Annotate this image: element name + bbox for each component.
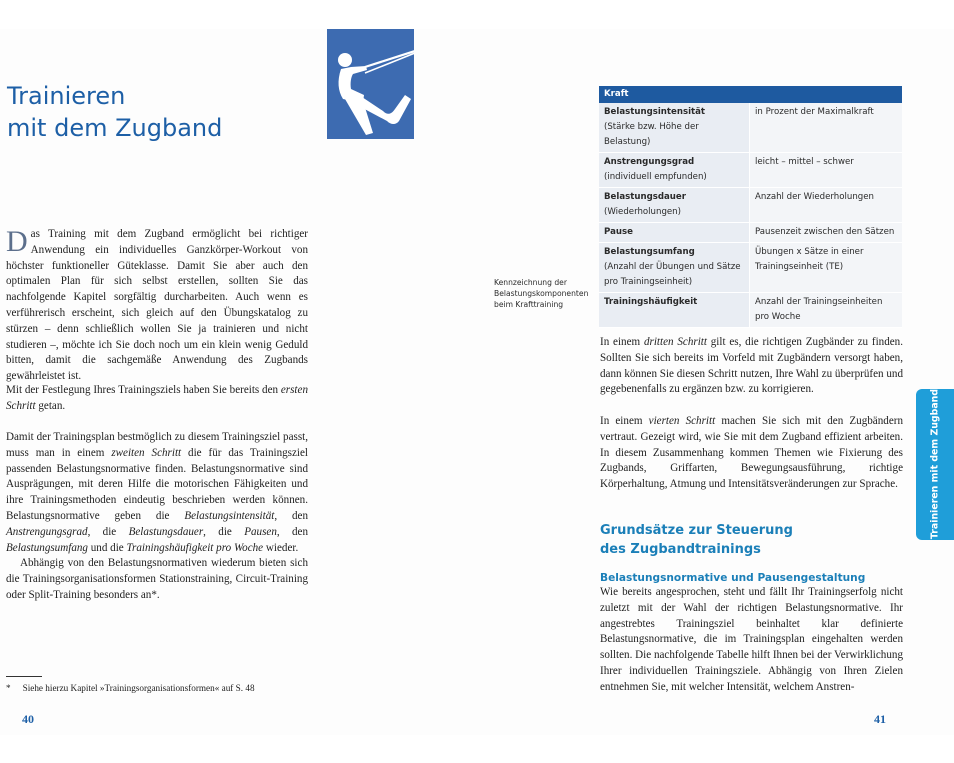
emphasis-text: Belastungsdauer: [128, 525, 204, 538]
term: Trainingshäufigkeit: [604, 297, 698, 307]
term-description: (Stärke bzw. Höhe der Belastung): [604, 122, 699, 147]
emphasis-text: dritten Schritt: [643, 336, 707, 348]
table-row: [599, 103, 902, 153]
table-cell-term: [599, 293, 750, 328]
table-header: Kraft: [599, 86, 902, 103]
zugband-exercise-figure-icon: [327, 29, 414, 139]
footnote: [6, 682, 255, 695]
table-row: [599, 243, 902, 293]
emphasis-text: Anstrengungsgrad: [6, 525, 88, 538]
footnote-mark: *: [6, 683, 11, 693]
table-row: [599, 153, 902, 188]
emphasis-text: Pausen: [244, 525, 277, 538]
emphasis-text: zweiten Schritt: [111, 446, 182, 459]
term-description: (Wiederholungen): [604, 207, 681, 217]
table-cell-value: leicht – mittel – schwer: [750, 153, 903, 188]
chapter-side-tab-label: Trainieren mit dem Zugband: [929, 388, 941, 540]
emphasis-text: ersten Schritt: [6, 384, 308, 412]
text-run: Damit der Trainingsplan bestmöglich zu diesem Trainingsziel passt, muss man in einem: [6, 431, 308, 459]
first-step-paragraph: [6, 383, 308, 415]
page-number-right: 41: [874, 712, 886, 726]
third-step-paragraph: [600, 335, 903, 398]
footnote-text: Siehe hierzu Kapitel »Trainingsorganisationsformen« auf S. 48: [22, 683, 255, 693]
load-norms-text: Wie bereits angesprochen, steht und fällt Ihr Trainingserfolg nicht zuletzt mit der Wahl der richtigen Belastungsnormative. Ihr angestrebtes Trainingsziel beinhaltet klar definierte Belastungsnormative, die im Trainingsplan eingehalten werden sollten. Die nachfolgende Tabelle hilft Ihnen bei der Verwirklichung Ihrer individuellen Trainingsziele. Abhängig von Ihren Zielen entnehmen Sie, mit welcher Intensität, welchem Anstren-: [600, 586, 903, 693]
exercise-illustration: [327, 29, 414, 139]
text-run: , die: [203, 525, 245, 538]
text-run: die für das Trainingsziel passenden Belastungsnormative finden. Belastungsnormative sind Ausprägungen, mit deren Hilfe die motorischen Fähigkeiten und ihre Trainingsmethoden eindeutig beschrieben werden können. Belastungsnormative geben die: [6, 446, 308, 522]
table-cell-value: Anzahl der Trainingseinheiten pro Woche: [750, 293, 903, 328]
term: Belastungsumfang: [604, 247, 695, 257]
text-run: machen Sie sich mit den Zugbändern vertraut. Gezeigt wird, wie Sie mit dem Zugband effizient arbeiten. In diesem Zusammenhang kommen Themen wie Fixierung des Zugbands, Griffarten, Bewegungsausführung, richtige Körperhaltung, Atmung und Intensitätsveränderungen zur Sprache.: [600, 415, 903, 491]
table-cell-term: [599, 153, 750, 188]
text-run: In einem: [600, 415, 649, 427]
emphasis-text: vierten Schritt: [648, 415, 716, 427]
table-cell-value: Anzahl der Wiederholungen: [750, 188, 903, 223]
term-description: (Anzahl der Übungen und Sätze pro Trainingseinheit): [604, 262, 741, 287]
second-step-paragraph: [6, 430, 308, 604]
top-margin: [0, 0, 954, 29]
chapter-title: [7, 80, 222, 144]
table-cell-term: [599, 243, 750, 293]
table-caption: Kennzeichnung der Belastungskomponenten beim Krafttraining: [494, 278, 589, 309]
emphasis-text: Belastungsumfang: [6, 541, 88, 554]
bottom-margin: [0, 735, 954, 763]
emphasis-text: Belastungsintensität: [184, 509, 275, 522]
text-run: , den: [274, 509, 308, 522]
page-number-left: 40: [22, 712, 34, 726]
term: Belastungsdauer: [604, 192, 686, 202]
chapter-title-line-2: mit dem Zugband: [7, 114, 223, 142]
term-description: (individuell empfunden): [604, 172, 707, 182]
table-cell-term: [599, 223, 750, 243]
text-run: gilt es, die richtigen Zugbänder zu finden. Sollten Sie sich bereits im Vorfeld mit Zugbändern versorgt haben, dann können Sie diesen Schritt nutzen, Ihre Wahl zu überprüfen und gegebenenfalls zu ergänzen bzw. zu korrigieren.: [600, 336, 903, 396]
drop-cap: D: [6, 225, 28, 258]
text-run: , den: [276, 525, 309, 538]
section-heading: [600, 521, 793, 559]
intro-paragraph: [6, 227, 308, 385]
organisation-forms-paragraph: Abhängig von den Belastungsnormativen wiederum bieten sich die Trainingsorganisationsformen Stationstraining, Circuit-Training oder Split-Training besonders an*.: [6, 557, 308, 601]
text-run: In einem: [600, 336, 644, 348]
section-heading-line-2: des Zugbandtrainings: [600, 542, 761, 557]
text-run: , die: [87, 525, 129, 538]
text-run: getan.: [35, 399, 66, 412]
term: Anstrengungsgrad: [604, 157, 695, 167]
table-cell-value: in Prozent der Maximalkraft: [750, 103, 903, 153]
chapter-side-tab: [916, 389, 954, 540]
table-cell-value: Übungen x Sätze in einer Trainingseinheit (TE): [750, 243, 903, 293]
table-header-row: [599, 86, 902, 103]
subsection-heading: Belastungsnormative und Pausengestaltung: [600, 572, 866, 584]
text-run: Mit der Festlegung Ihres Trainingsziels haben Sie bereits den: [6, 384, 281, 396]
footnote-rule: [6, 676, 42, 677]
chapter-title-line-1: Trainieren: [7, 82, 126, 110]
table-cell-term: [599, 103, 750, 153]
term: Belastungsintensität: [604, 107, 706, 117]
section-heading-line-1: Grundsätze zur Steuerung: [600, 523, 793, 538]
text-run: und die: [87, 541, 127, 554]
table-row: [599, 188, 902, 223]
term: Pause: [604, 227, 633, 237]
table-row: [599, 293, 902, 328]
table-cell-value: Pausenzeit zwischen den Sätzen: [750, 223, 903, 243]
table-row: [599, 223, 902, 243]
intro-text: as Training mit dem Zugband ermöglicht bei richtiger Anwendung ein individuelles Ganzkörper-Workout von höchster funktioneller Güteklasse. Damit Sie aber auch den optimalen Plan für sich selbst erstellen, sollten Sie das nachfolgende Kapitel sorgfältig durcharbeiten. Auch wenn es verführerisch erscheint, sich gleich auf den Übungskatalog zu stürzen – denn schließlich wollen Sie ja trainieren und nicht studieren –, möchte ich Sie doch noch um ein klein wenig Geduld bitten, damit die sachgemäße Anwendung des Zugbands gewährleistet ist.: [6, 228, 308, 383]
table-cell-term: [599, 188, 750, 223]
fourth-step-paragraph: [600, 414, 903, 493]
load-norms-paragraph: [600, 585, 903, 696]
strength-load-table: [599, 86, 902, 328]
text-run: wieder.: [263, 541, 299, 554]
emphasis-text: Trainingshäufigkeit pro Woche: [126, 541, 264, 554]
